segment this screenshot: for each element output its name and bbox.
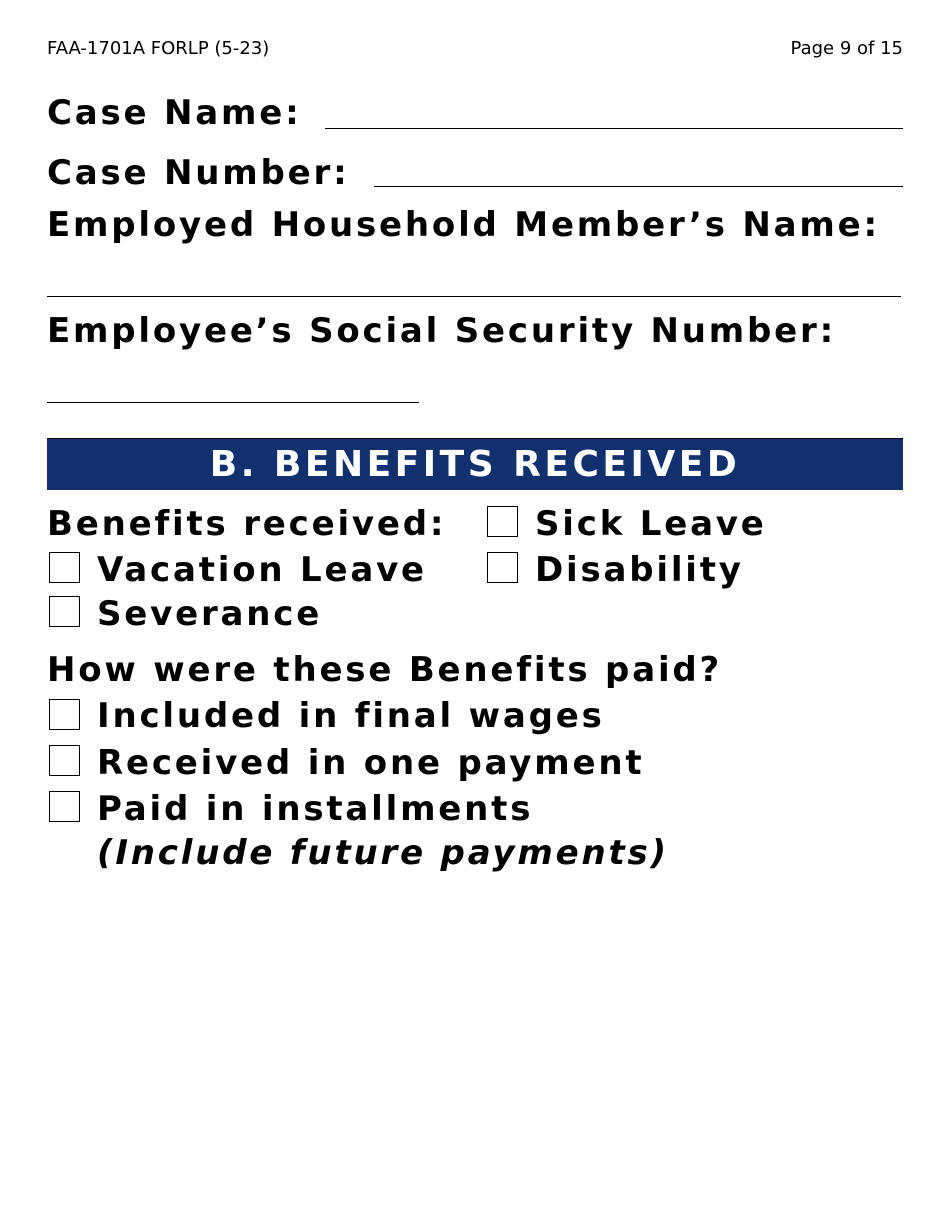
severance-checkbox[interactable] <box>49 596 80 627</box>
ssn-label: Employee’s Social Security Number: <box>47 311 836 351</box>
one-payment-label: Received in one payment <box>97 743 645 783</box>
case-number-label: Case Number: <box>47 153 350 193</box>
ssn-input-line[interactable] <box>47 402 419 403</box>
case-number-input-line[interactable] <box>374 186 903 187</box>
installments-label: Paid in installments <box>97 789 534 829</box>
section-b-title: B. BENEFITS RECEIVED <box>209 444 741 485</box>
page-number: Page 9 of 15 <box>790 38 903 59</box>
one-payment-checkbox[interactable] <box>49 745 80 776</box>
sick-leave-label: Sick Leave <box>535 504 767 544</box>
vacation-leave-label: Vacation Leave <box>97 550 427 590</box>
final-wages-checkbox[interactable] <box>49 699 80 730</box>
sick-leave-checkbox[interactable] <box>487 506 518 537</box>
final-wages-label: Included in final wages <box>97 696 605 736</box>
how-paid-label: How were these Benefits paid? <box>47 650 723 690</box>
benefits-received-label: Benefits received: <box>47 504 447 544</box>
vacation-leave-checkbox[interactable] <box>49 552 80 583</box>
severance-label: Severance <box>97 594 323 634</box>
disability-checkbox[interactable] <box>487 552 518 583</box>
member-name-input-line[interactable] <box>47 296 901 297</box>
form-id: FAA-1701A FORLP (5-23) <box>47 38 270 59</box>
case-name-label: Case Name: <box>47 93 302 133</box>
disability-label: Disability <box>535 550 744 590</box>
member-name-label: Employed Household Member’s Name: <box>47 205 880 245</box>
case-name-input-line[interactable] <box>325 128 903 129</box>
installments-checkbox[interactable] <box>49 791 80 822</box>
installments-note: (Include future payments) <box>97 833 669 873</box>
section-b-banner <box>47 438 903 490</box>
